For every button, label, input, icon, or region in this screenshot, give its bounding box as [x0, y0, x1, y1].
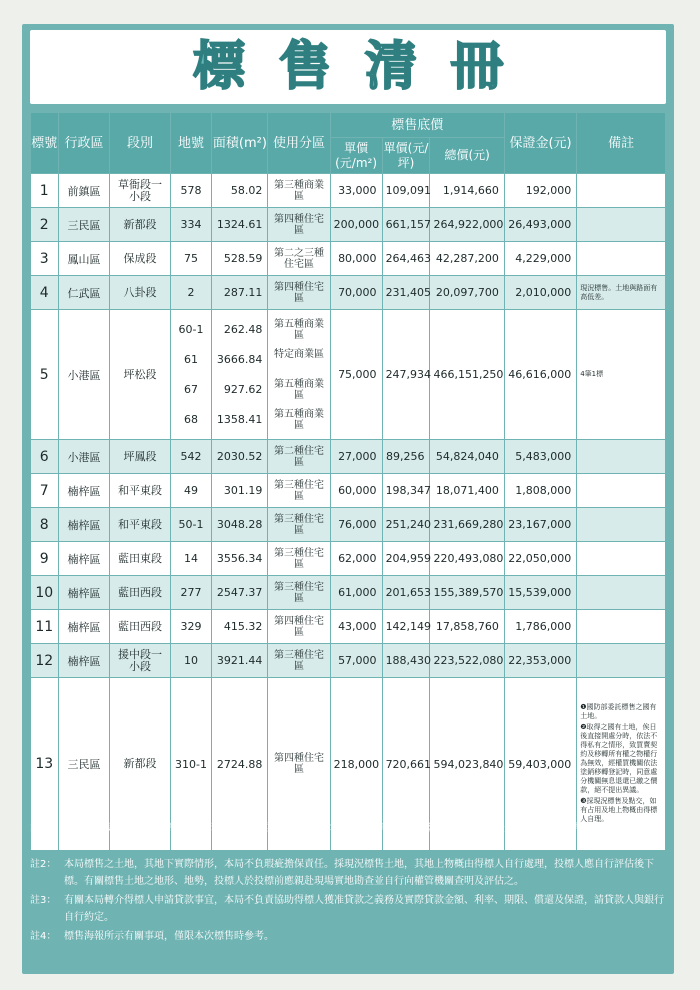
cell-unit-ping: 188,430: [383, 644, 430, 677]
cell-remarks: [577, 174, 665, 207]
cell-section: 和平東段: [110, 508, 169, 541]
cell-unit-m2: 43,000: [331, 610, 382, 643]
cell-lot: 50-1: [171, 508, 212, 541]
cell-lot: 310-1: [171, 678, 212, 850]
cell-unit-ping: 251,240: [383, 508, 430, 541]
table-row: [31, 508, 665, 541]
cell-unit-ping: 720,661: [383, 678, 430, 850]
header-lot: 地號: [171, 113, 212, 173]
cell-area: 3048.28: [212, 508, 267, 541]
cell-district: 鳳山區: [59, 242, 110, 275]
cell-unit-m2: 60,000: [331, 474, 382, 507]
remark-item: ❸採現況標售及點交，如有占用及地上物概由得標人自理。: [580, 796, 658, 823]
cell-zoning: 第三種商業區: [268, 174, 329, 207]
auction-table: [30, 112, 666, 851]
cell-zoning: 第三種住宅區: [268, 474, 329, 507]
cell-unit-m2: 61,000: [331, 576, 382, 609]
cell-zoning: 第四種住宅區: [268, 208, 329, 241]
table-row: [31, 208, 665, 241]
footnote-text: 都市計畫使用分區，係依據市府都市發展局提供之，有關都市計畫、都市設計及建築管理之限制，請先洽市府都市發展局及工務局建築管理處確認。: [64, 823, 664, 851]
area-value: 927.62: [223, 382, 263, 396]
area-value: 1358.41: [216, 412, 263, 426]
cell-total: 17,858,760: [430, 610, 503, 643]
cell-no: 2: [31, 208, 58, 241]
cell-section: 草衙段一小段: [110, 174, 169, 207]
cell-area: 1324.61: [212, 208, 267, 241]
zoning-value: 第五種商業區: [274, 318, 324, 341]
header-unit-ping: 單價(元/坪): [383, 138, 430, 173]
cell-unit-ping: 109,091: [383, 174, 430, 207]
cell-remarks: [577, 208, 665, 241]
cell-unit-ping: 142,149: [383, 610, 430, 643]
cell-no: 11: [31, 610, 58, 643]
cell-no: 8: [31, 508, 58, 541]
cell-unit-ping: 201,653: [383, 576, 430, 609]
cell-lot: 277: [171, 576, 212, 609]
footnote-key: 註4：: [30, 931, 57, 942]
cell-total: 20,097,700: [430, 276, 503, 309]
content-area: [30, 30, 666, 970]
cell-section: 新都段: [110, 678, 169, 850]
cell-remarks: [577, 644, 665, 677]
header-remarks: 備註: [577, 113, 665, 173]
lot-value: 61: [183, 352, 198, 366]
cell-zoning: 第四種住宅區: [268, 610, 329, 643]
cell-remarks: [577, 576, 665, 609]
cell-lot: 75: [171, 242, 212, 275]
cell-zoning: 第三種住宅區: [268, 542, 329, 575]
remark-item: ❶國防部委託標售之國有土地。: [580, 702, 657, 720]
cell-section: 援中段一小段: [110, 644, 169, 677]
cell-total: 231,669,280: [430, 508, 503, 541]
cell-district: 楠梓區: [59, 508, 110, 541]
cell-area: 415.32: [212, 610, 267, 643]
cell-deposit: 5,483,000: [505, 440, 576, 473]
cell-district: 三民區: [59, 208, 110, 241]
footnote-text: 本局標售之土地，其地下實際情形，本局不負瑕疵擔保責任。採現況標售土地，其地上物概由得標人自行處理，投標人應自行評估後下標。有關標售土地之地形、地勢，投標人於投標前應親赴現場實地勘查並自行向權管機關查明及評估之。: [64, 859, 654, 887]
cell-unit-m2: 70,000: [331, 276, 382, 309]
cell-lot: 49: [171, 474, 212, 507]
cell-area: 3556.34: [212, 542, 267, 575]
header-floor-price: 標售底價: [331, 113, 504, 137]
cell-district: 小港區: [59, 440, 110, 473]
cell-unit-ping: 89,256: [383, 440, 430, 473]
cell-deposit: 46,616,000: [505, 310, 576, 439]
cell-section: 八卦段: [110, 276, 169, 309]
table-row: [31, 644, 665, 677]
footnote: [30, 928, 666, 945]
cell-deposit: 22,050,000: [505, 542, 576, 575]
cell-unit-m2: 75,000: [331, 310, 382, 439]
cell-zoning: 第三種住宅區: [268, 644, 329, 677]
cell-area: 528.59: [212, 242, 267, 275]
cell-section: 坪松段: [110, 310, 169, 439]
footnote-text: 標售海報所示有關事項，僅限本次標售時參考。: [64, 931, 274, 942]
cell-area: 58.02: [212, 174, 267, 207]
zoning-value: 特定商業區: [274, 348, 324, 360]
cell-area: [212, 310, 267, 439]
title-banner: [30, 30, 666, 104]
cell-remarks: [577, 440, 665, 473]
cell-area: 2547.37: [212, 576, 267, 609]
cell-deposit: 2,010,000: [505, 276, 576, 309]
cell-unit-ping: 247,934: [383, 310, 430, 439]
cell-unit-ping: 204,959: [383, 542, 430, 575]
footnotes: [30, 820, 666, 947]
cell-no: 6: [31, 440, 58, 473]
footnote-key: 註2：: [30, 859, 57, 870]
cell-no: 5: [31, 310, 58, 439]
cell-district: 三民區: [59, 678, 110, 850]
table-row: [31, 242, 665, 275]
cell-unit-m2: 62,000: [331, 542, 382, 575]
cell-area: 301.19: [212, 474, 267, 507]
cell-no: 4: [31, 276, 58, 309]
cell-unit-m2: 200,000: [331, 208, 382, 241]
cell-zoning: 第三種住宅區: [268, 576, 329, 609]
table-row: [31, 440, 665, 473]
cell-no: 9: [31, 542, 58, 575]
cell-unit-m2: 57,000: [331, 644, 382, 677]
lot-value: 60-1: [178, 322, 204, 336]
cell-district: 小港區: [59, 310, 110, 439]
cell-area: 3921.44: [212, 644, 267, 677]
cell-deposit: 26,493,000: [505, 208, 576, 241]
cell-deposit: 59,403,000: [505, 678, 576, 850]
cell-lot: 2: [171, 276, 212, 309]
table-row: [31, 542, 665, 575]
cell-no: 13: [31, 678, 58, 850]
cell-zoning: [268, 310, 329, 439]
cell-lot: 334: [171, 208, 212, 241]
remark-item: ❷取得之國有土地，俟日後直接開處分時，依法不得私有之情形，致買賣契約及移轉所有權之物權行為無效，經權買機關依法塗銷移轉登記時，同意處分機關無息退還已繳之價款，絕不提出異議。: [580, 722, 658, 794]
cell-total: 594,023,840: [430, 678, 503, 850]
header-deposit: 保證金(元): [505, 113, 576, 173]
cell-lot: [171, 310, 212, 439]
cell-deposit: 192,000: [505, 174, 576, 207]
cell-district: 楠梓區: [59, 610, 110, 643]
table-row: [31, 610, 665, 643]
header-no: 標號: [31, 113, 58, 173]
area-value: 262.48: [223, 322, 263, 336]
footnote: [30, 820, 666, 854]
cell-deposit: 1,808,000: [505, 474, 576, 507]
cell-total: 42,287,200: [430, 242, 503, 275]
cell-remarks: [577, 508, 665, 541]
cell-remarks: 4筆1標: [577, 310, 665, 439]
cell-section: 藍田西段: [110, 576, 169, 609]
footnote-text: 有關本局轉介得標人申請貸款事宜，本局不負責協助得標人獲准貸款之義務及實際貸款金額、利率、期限、償還及保證，請貸款人與銀行自行約定。: [64, 895, 664, 923]
cell-district: 仁武區: [59, 276, 110, 309]
cell-section: 坪鳳段: [110, 440, 169, 473]
header-unit-m2: 單價(元/m²): [331, 138, 382, 173]
cell-deposit: 1,786,000: [505, 610, 576, 643]
cell-total: 54,824,040: [430, 440, 503, 473]
cell-district: 楠梓區: [59, 576, 110, 609]
cell-section: 保成段: [110, 242, 169, 275]
cell-section: 和平東段: [110, 474, 169, 507]
cell-deposit: 22,353,000: [505, 644, 576, 677]
cell-unit-ping: 198,347: [383, 474, 430, 507]
cell-lot: 578: [171, 174, 212, 207]
cell-district: 楠梓區: [59, 644, 110, 677]
cell-zoning: 第四種住宅區: [268, 276, 329, 309]
cell-total: 220,493,080: [430, 542, 503, 575]
cell-zoning: 第三種住宅區: [268, 508, 329, 541]
page-title: 標售清冊: [192, 36, 537, 97]
cell-section: 新都段: [110, 208, 169, 241]
cell-district: 楠梓區: [59, 542, 110, 575]
lot-value: 68: [183, 412, 198, 426]
cell-district: 前鎮區: [59, 174, 110, 207]
lot-value: 67: [183, 382, 198, 396]
cell-lot: 542: [171, 440, 212, 473]
table-row: [31, 310, 665, 439]
cell-zoning: 第四種住宅區: [268, 678, 329, 850]
cell-unit-m2: 76,000: [331, 508, 382, 541]
header-zoning: 使用分區: [268, 113, 329, 173]
cell-no: 1: [31, 174, 58, 207]
cell-total: 264,922,000: [430, 208, 503, 241]
cell-lot: 14: [171, 542, 212, 575]
cell-section: 藍田西段: [110, 610, 169, 643]
cell-remarks: 現況標售。土地與路面有高低差。: [577, 276, 665, 309]
cell-district: 楠梓區: [59, 474, 110, 507]
cell-remarks: [577, 610, 665, 643]
cell-total: 155,389,570: [430, 576, 503, 609]
cell-remarks: [577, 542, 665, 575]
cell-no: 7: [31, 474, 58, 507]
cell-unit-ping: 231,405: [383, 276, 430, 309]
cell-unit-ping: 661,157: [383, 208, 430, 241]
cell-zoning: 第二之三種住宅區: [268, 242, 329, 275]
cell-no: 3: [31, 242, 58, 275]
table-row: [31, 576, 665, 609]
cell-area: 2724.88: [212, 678, 267, 850]
cell-total: 18,071,400: [430, 474, 503, 507]
cell-unit-m2: 33,000: [331, 174, 382, 207]
area-value: 3666.84: [216, 352, 263, 366]
cell-no: 12: [31, 644, 58, 677]
header-total: 總價(元): [430, 138, 503, 173]
header-section: 段別: [110, 113, 169, 173]
table-row: [31, 474, 665, 507]
cell-area: 2030.52: [212, 440, 267, 473]
cell-unit-ping: 264,463: [383, 242, 430, 275]
cell-total: 466,151,250: [430, 310, 503, 439]
footnote-key: 註3：: [30, 895, 57, 906]
table-row: [31, 276, 665, 309]
cell-section: 藍田東段: [110, 542, 169, 575]
footnote: [30, 892, 666, 926]
zoning-value: 第五種商業區: [274, 408, 324, 431]
cell-total: 1,914,660: [430, 174, 503, 207]
cell-unit-m2: 27,000: [331, 440, 382, 473]
table-body: [31, 174, 665, 850]
cell-no: 10: [31, 576, 58, 609]
cell-deposit: 4,229,000: [505, 242, 576, 275]
cell-area: 287.11: [212, 276, 267, 309]
header-district: 行政區: [59, 113, 110, 173]
cell-deposit: 15,539,000: [505, 576, 576, 609]
footnote: [30, 856, 666, 890]
cell-lot: 329: [171, 610, 212, 643]
cell-remarks: [577, 474, 665, 507]
zoning-value: 第五種商業區: [274, 378, 324, 401]
cell-total: 223,522,080: [430, 644, 503, 677]
cell-remarks: [577, 242, 665, 275]
footnote-key: 註1：: [30, 823, 57, 834]
table-row: [31, 174, 665, 207]
cell-lot: 10: [171, 644, 212, 677]
cell-deposit: 23,167,000: [505, 508, 576, 541]
cell-unit-m2: 218,000: [331, 678, 382, 850]
cell-unit-m2: 80,000: [331, 242, 382, 275]
cell-zoning: 第二種住宅區: [268, 440, 329, 473]
header-area: 面積(m²): [212, 113, 267, 173]
